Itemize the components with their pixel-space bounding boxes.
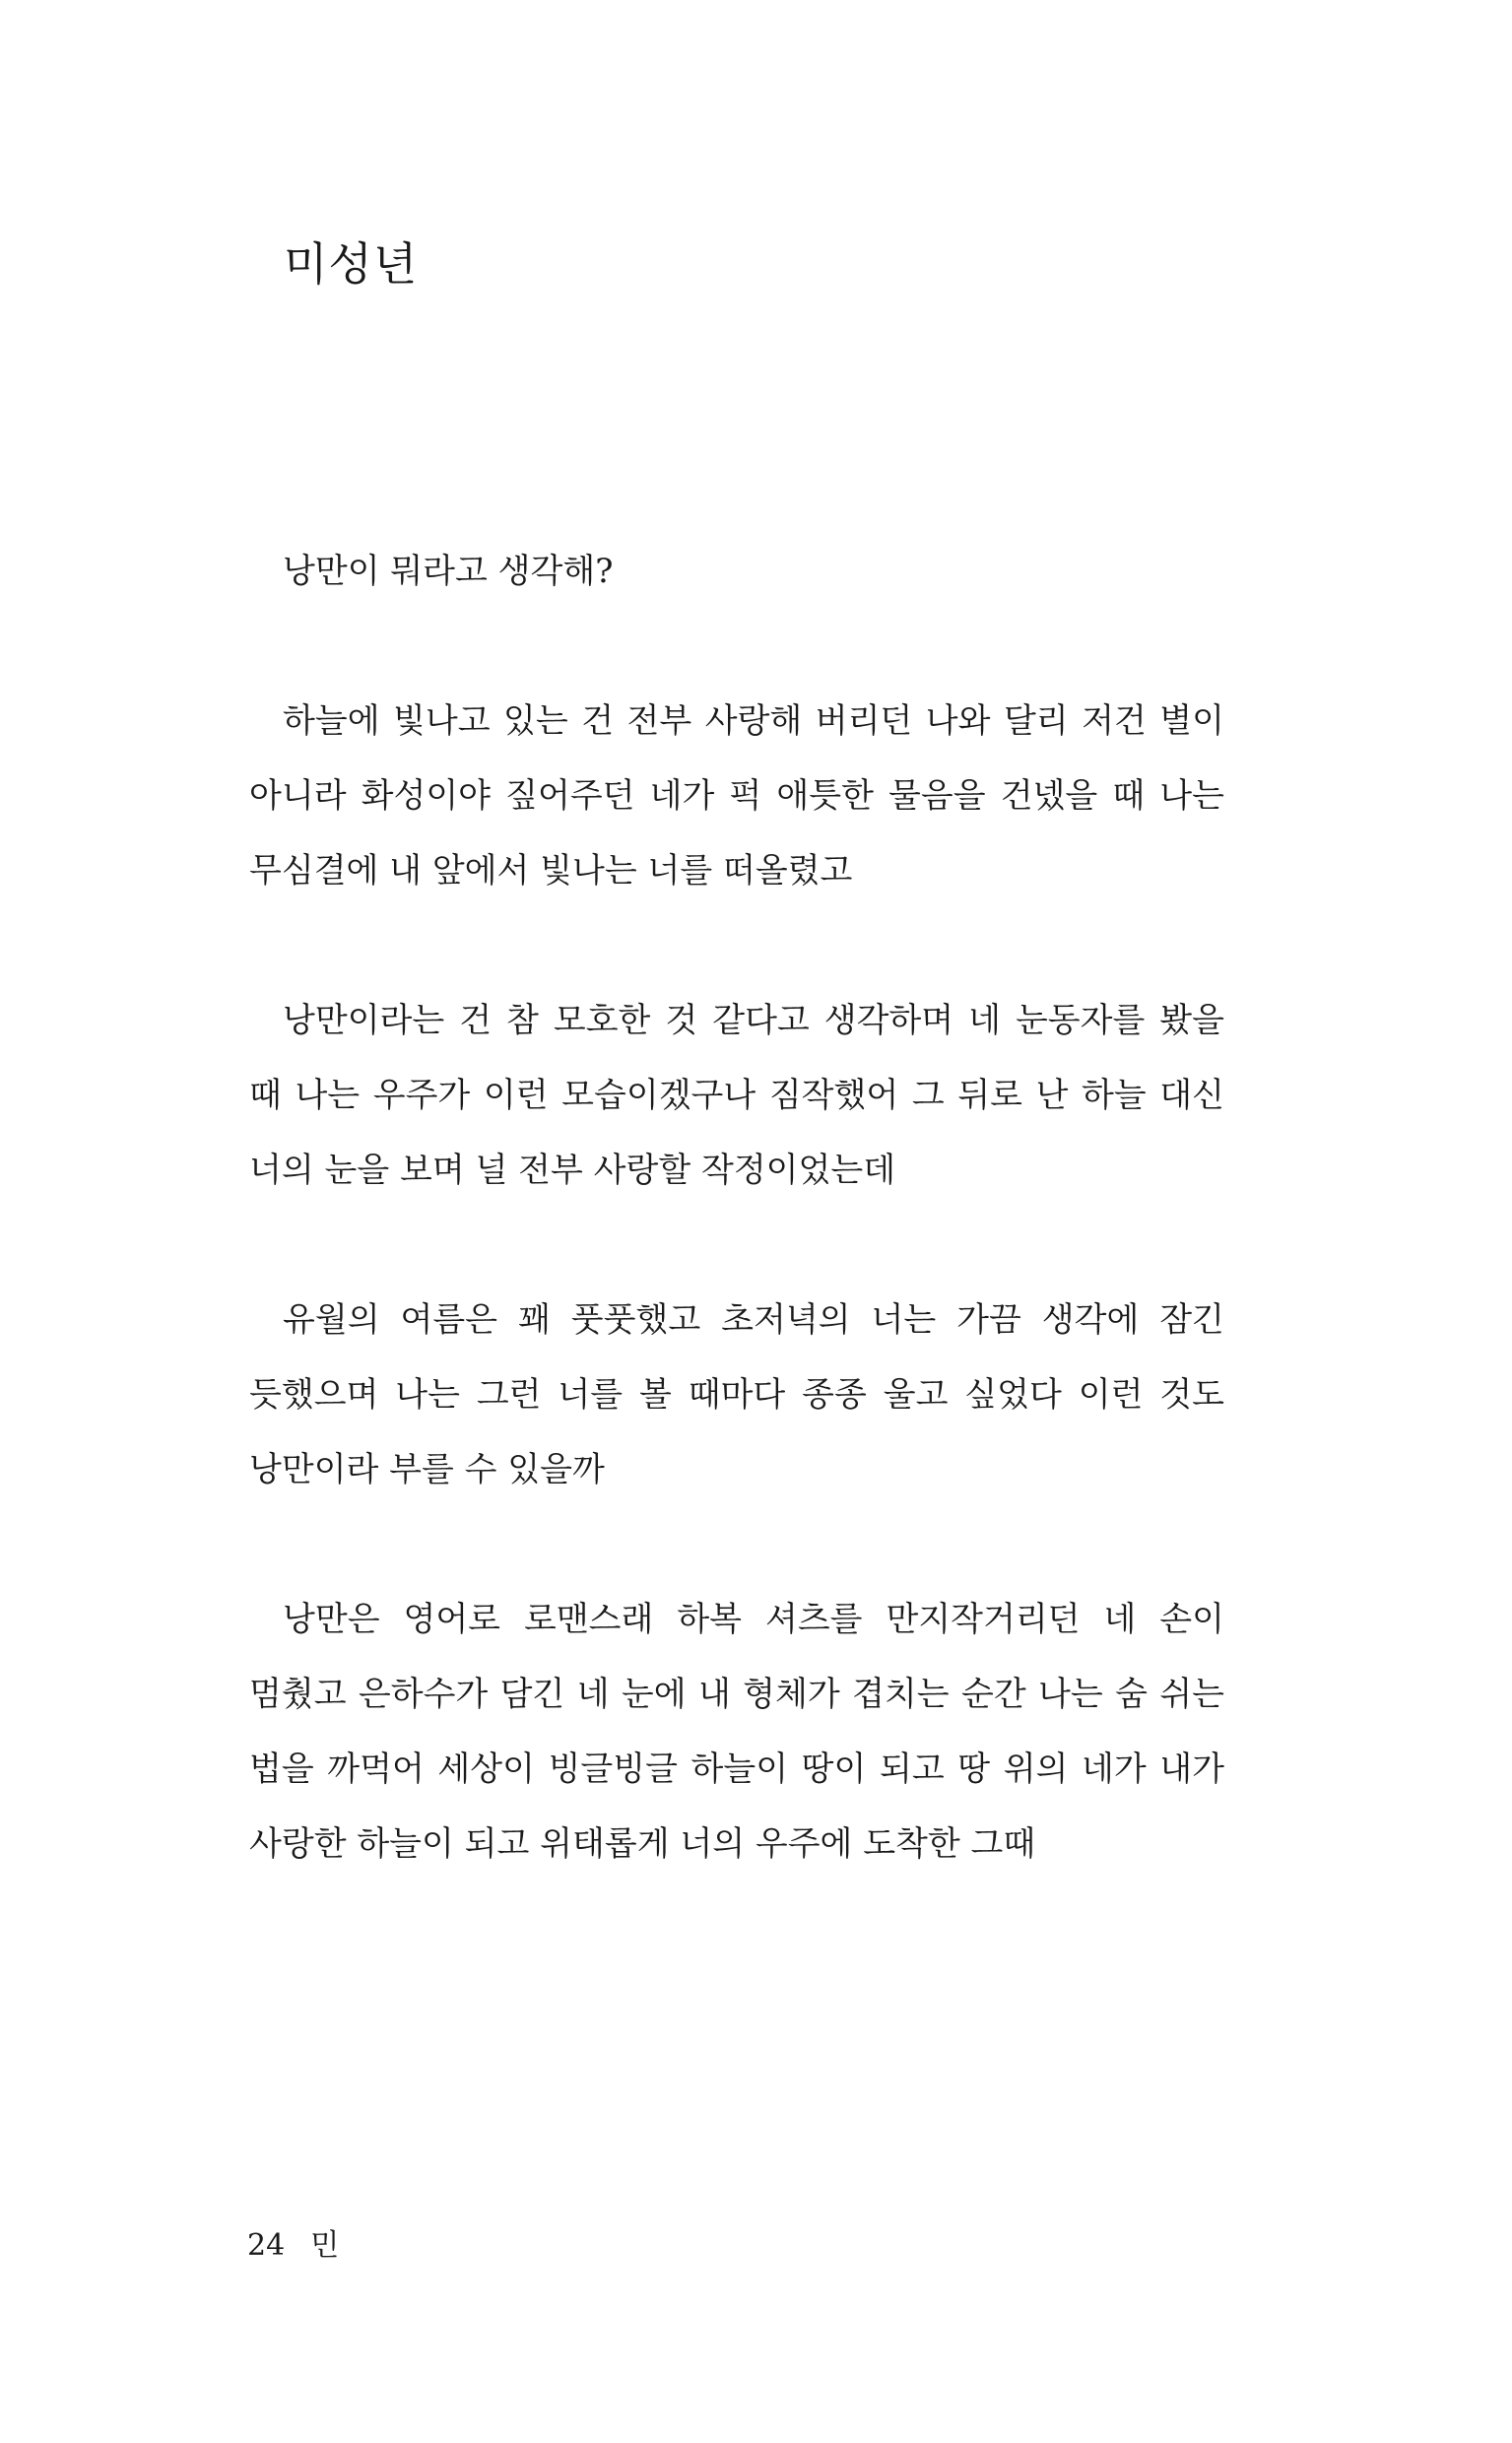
poem-title: 미성년 bbox=[284, 237, 419, 291]
poem-paragraph-4: 유월의 여름은 꽤 풋풋했고 초저녁의 너는 가끔 생각에 잠긴 듯했으며 나는 그런 너를 볼 때마다 종종 울고 싶었다 이런 것도 낭만이라 부를 수 있을까 bbox=[249, 1300, 1224, 1489]
poem-paragraph-1: 낭만이 뭐라고 생각해? bbox=[283, 552, 614, 591]
page-number: 24 bbox=[247, 2228, 286, 2263]
poem-paragraph-5: 낭만은 영어로 로맨스래 하복 셔츠를 만지작거리던 네 손이 멈췄고 은하수가 담긴 네 눈에 내 형체가 겹치는 순간 나는 숨 쉬는 법을 까먹어 세상이 빙글빙글 하늘이 땅이 되고 땅 위의 네가 내가 사랑한 하늘이 되고 위태롭게 너의 우주에 도착한 그때 bbox=[249, 1600, 1224, 1864]
poem-paragraph-2: 하늘에 빛나고 있는 건 전부 사랑해 버리던 나와 달리 저건 별이 아니라 화성이야 짚어주던 네가 퍽 애틋한 물음을 건넸을 때 나는 무심결에 내 앞에서 빛나는 너를 떠올렸고 bbox=[249, 701, 1224, 891]
poem-body bbox=[249, 534, 1224, 1882]
page-footer bbox=[247, 2226, 339, 2266]
poem-paragraph-3: 낭만이라는 건 참 모호한 것 같다고 생각하며 네 눈동자를 봤을 때 나는 우주가 이런 모습이겠구나 짐작했어 그 뒤로 난 하늘 대신 너의 눈을 보며 널 전부 사랑할 작정이었는데 bbox=[249, 1001, 1224, 1190]
section-name: 민 bbox=[310, 2228, 340, 2263]
